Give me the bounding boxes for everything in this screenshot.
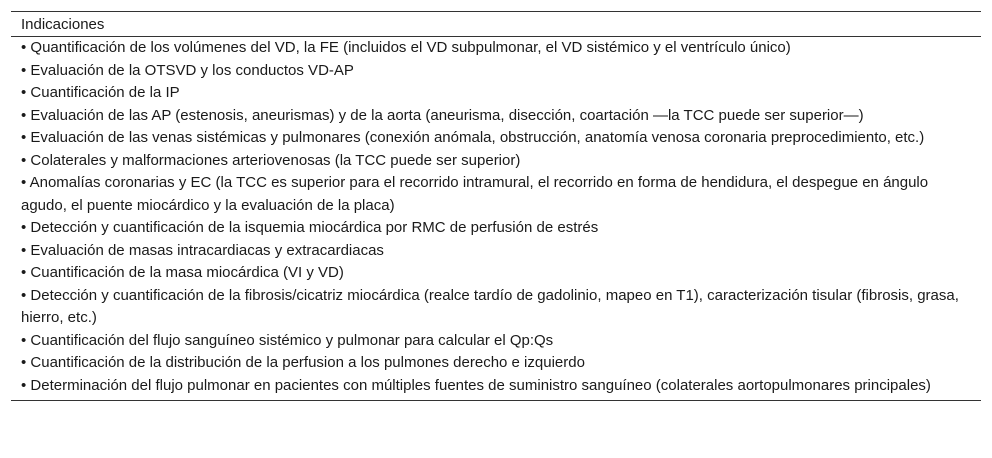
list-item: • Anomalías coronarias y EC (la TCC es superior para el recorrido intramural, el recorrido en forma de hendidura, el despegue en ángulo agudo, el puente miocárdico y la evaluación de la placa): [21, 174, 929, 214]
list-item: • Evaluación de la OTSVD y los conductos VD-AP: [21, 61, 354, 79]
list-item: • Detección y cuantificación de la fibrosis/cicatriz miocárdica (realce tardío de gadolinio, mapeo en T1), caracterización tisular (fibrosis, grasa, hierro, etc.): [21, 286, 959, 326]
list-item: • Quantificación de los volúmenes del VD, la FE (incluidos el VD subpulmonar, el VD sistémico y el ventrículo único): [21, 39, 791, 56]
table-header: Indicaciones: [21, 16, 105, 33]
list-item: • Detección y cuantificación de la isquemia miocárdica por RMC de perfusión de estrés: [21, 219, 599, 236]
indications-list: [11, 37, 981, 400]
list-item: • Cuantificación de la distribución de la perfusion a los pulmones derecho e izquierdo: [21, 354, 585, 371]
list-item: • Evaluación de las venas sistémicas y pulmonares (conexión anómala, obstrucción, anatomía venosa coronaria preprocedimiento, etc.): [21, 129, 925, 146]
list-item: • Colaterales y malformaciones arteriovenosas (la TCC puede ser superior): [21, 151, 521, 169]
list-item: • Evaluación de las AP (estenosis, aneurismas) y de la aorta (aneurisma, disección, coartación —la TCC puede ser superior—): [21, 106, 864, 124]
list-item: • Cuantificación de la IP: [21, 84, 180, 101]
list-item: • Evaluación de masas intracardiacas y extracardiacas: [21, 241, 384, 259]
list-item: • Cuantificación del flujo sanguíneo sistémico y pulmonar para calcular el Qp:Qs: [21, 331, 554, 349]
list-item: • Cuantificación de la masa miocárdica (VI y VD): [21, 264, 344, 281]
indications-table: [11, 11, 981, 401]
list-item: • Determinación del flujo pulmonar en pacientes con múltiples fuentes de suministro sanguíneo (colaterales aortopulmonares principales): [21, 376, 931, 394]
